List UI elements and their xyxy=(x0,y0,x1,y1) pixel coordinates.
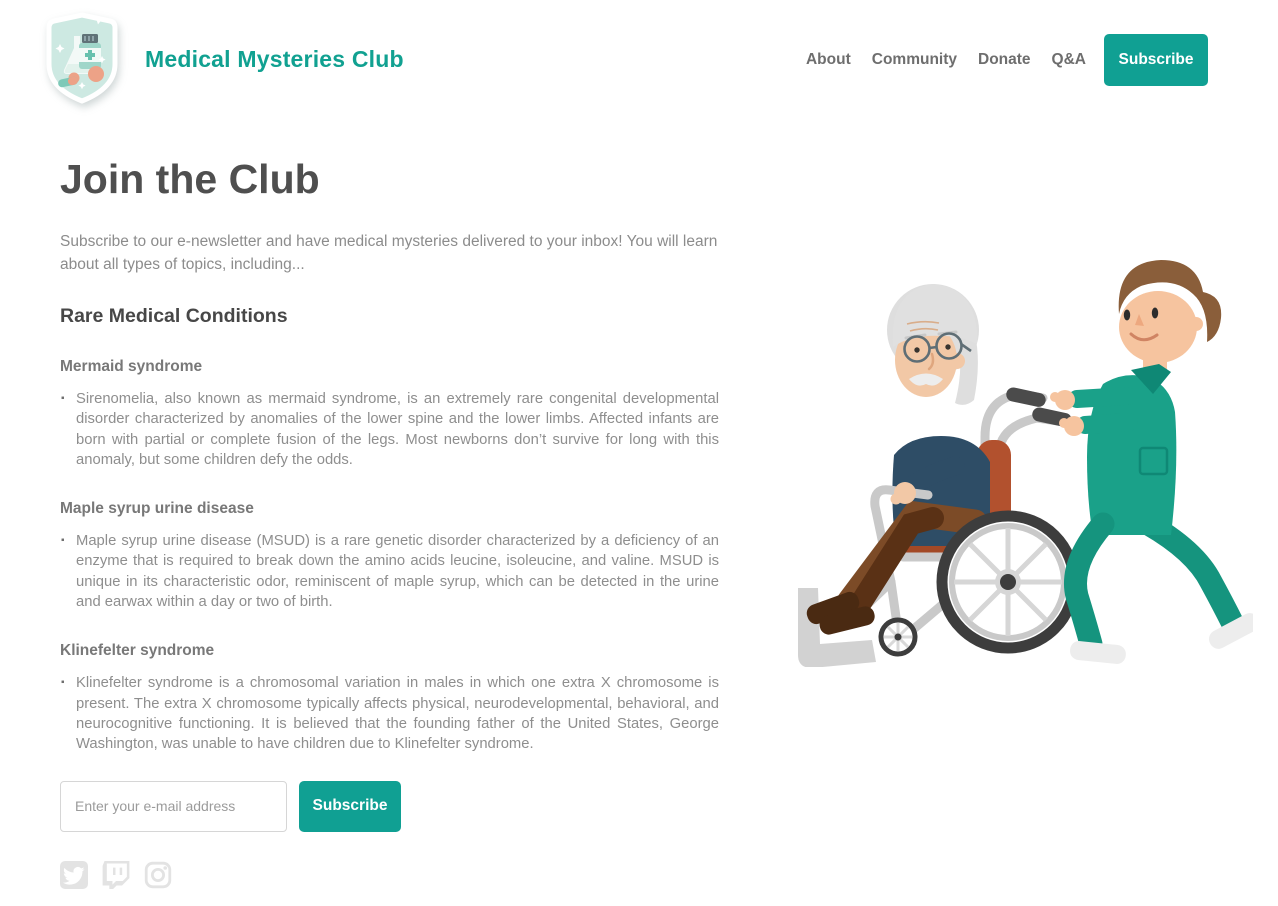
topic-list xyxy=(60,389,719,470)
nav-donate[interactable]: Donate xyxy=(978,51,1031,68)
topic-title-mermaid: Mermaid syndrome xyxy=(60,358,203,375)
email-input[interactable] xyxy=(60,781,287,832)
main-nav xyxy=(806,34,1208,86)
brand-name: Medical Mysteries Club xyxy=(145,46,404,72)
topic-list xyxy=(60,531,719,612)
form-subscribe-button[interactable]: Subscribe xyxy=(299,781,401,832)
header xyxy=(0,0,1278,120)
topic-title-msud: Maple syrup urine disease xyxy=(60,500,254,518)
page-title: Join the Club xyxy=(60,156,320,202)
intro-paragraph: Subscribe to our e-newsletter and have medical mysteries delivered to your inbox! You will learn about all types of topics, including... xyxy=(60,233,718,273)
wheelchair-caster-wheel xyxy=(881,620,915,654)
topic-title-klinefelter: Klinefelter syndrome xyxy=(60,642,215,660)
wheelchair-rear-wheel xyxy=(942,516,1074,648)
nav-qa[interactable]: Q&A xyxy=(1051,51,1086,68)
logo-bottle-icon xyxy=(79,34,101,69)
twitch-icon[interactable] xyxy=(102,861,130,889)
topic-body-klinefelter: ▪ Klinefelter syndrome is a chromosomal variation in males in which one extra X chromosome is present. The extra X chromosome typically affects physical, neurodevelopmental, behavioral, and neurocognitive functioning. It is believed that the founding father of the United States, George Washington, was unable to have children due to Klinefelter syndrome. xyxy=(60,673,719,754)
topic-body-msud: ▪ Maple syrup urine disease (MSUD) is a rare genetic disorder characterized by a deficiency of an enzyme that is required to break down the amino acids leucine, isoleucine, and valine. MSUD is unique in its characteristic odor, reminiscent of maple syrup, which can be detected in the urine and earwax within a day or two of birth. xyxy=(60,531,719,612)
subscribe-form xyxy=(60,781,719,832)
social-links xyxy=(60,861,719,889)
topic-body-mermaid: ▪ Sirenomelia, also known as mermaid syndrome, is an extremely rare congenital developmental disorder characterized by anomalies of the lower spine and the lower limbs. Affected infants are born with partial or complete fusion of the legs. Most newborns don’t survive for long with this anomaly, but some children defy the odds. xyxy=(60,389,719,470)
twitter-icon[interactable] xyxy=(60,861,88,889)
nav-about[interactable]: About xyxy=(805,51,851,68)
wheelchair-illustration xyxy=(793,252,1253,667)
nurse xyxy=(1050,260,1253,665)
topic-list xyxy=(60,673,719,754)
nav-community[interactable]: Community xyxy=(871,51,957,68)
instagram-icon[interactable] xyxy=(144,861,172,889)
main-content xyxy=(60,120,719,889)
logo-pill-round-icon xyxy=(88,66,104,82)
section-heading: Rare Medical Conditions xyxy=(60,305,288,327)
header-subscribe-button[interactable]: Subscribe xyxy=(1104,34,1208,86)
club-logo-shield-icon[interactable] xyxy=(44,12,120,106)
